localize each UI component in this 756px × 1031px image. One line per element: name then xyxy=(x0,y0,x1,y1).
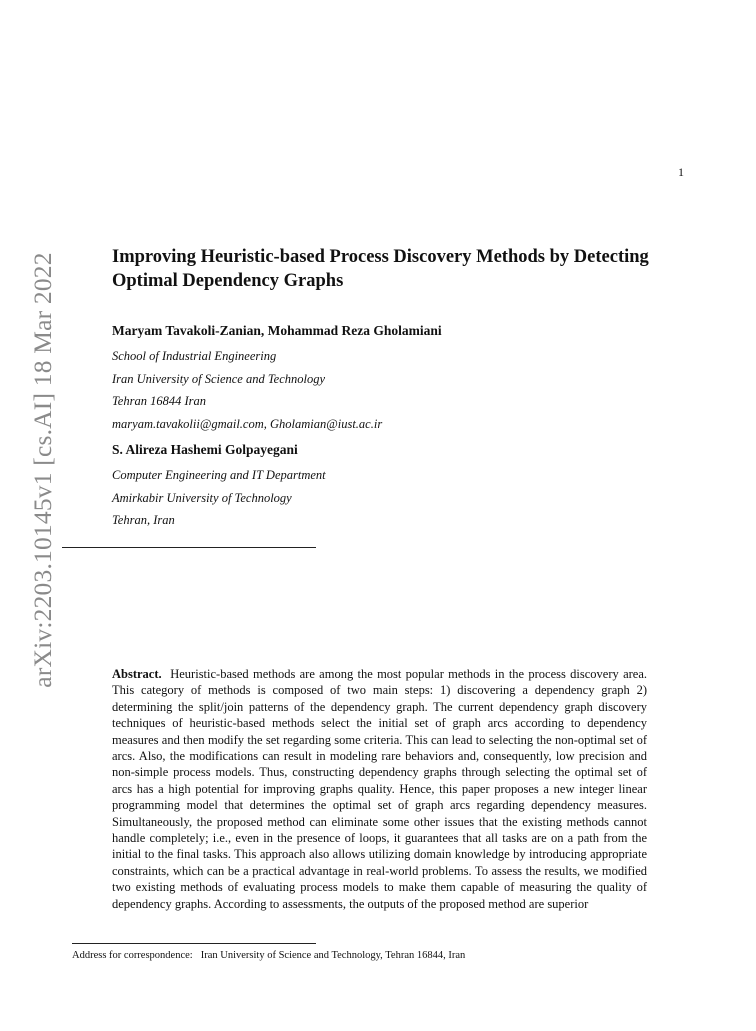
page-number: 1 xyxy=(678,165,684,179)
affiliation-line: Iran University of Science and Technology xyxy=(112,371,326,386)
footnote-separator-rule xyxy=(72,943,316,944)
author-names: Maryam Tavakoli-Zanian, Mohammad Reza Gholamiani xyxy=(112,323,442,338)
author-separator-rule xyxy=(62,547,316,548)
affiliation-line: Computer Engineering and IT Department xyxy=(112,468,326,482)
author-emails: maryam.tavakolii@gmail.com, Gholamian@iust.ac.ir xyxy=(112,416,383,431)
affiliation-line: School of Industrial Engineering xyxy=(112,349,277,363)
affiliation-line: Tehran 16844 Iran xyxy=(112,394,206,408)
author-block-1 xyxy=(112,322,672,435)
abstract-text: Heuristic-based methods are among the most popular methods in the process discovery area. This category of methods is composed of two main steps: 1) discovering a dependency graph 2) determining the split/join patterns of the dependency graph. The current dependency graph discovery techniques of heuristic-based methods select the initial set of graph arcs according to dependency measures and then modify the set regarding some criteria. This can lead to selecting the non-optimal set of arcs. Also, the modifications can result in modeling rare behaviors and, consequently, low precision and non-simple process models. Thus, constructing dependency graphs through selecting the optimal set of arcs has a high potential for improving graphs quality. Hence, this paper proposes a new integer linear programming model that determines the optimal set of graph arcs regarding dependency measures. Simultaneously, the proposed method can eliminate some other issues that the existing methods cannot handle completely; i.e., even in the presence of loops, it guarantees that all tasks are on a path from the initial to the final tasks. This approach also allows utilizing domain knowledge by introducing appropriate constraints, which can be a practical advantage in real-world problems. To assess the results, we modified two existing methods of evaluating process models to make them capable of measuring the quality of dependency graphs. According to assessments, the outputs of the proposed method are superior xyxy=(112,667,647,911)
footnote-label: Address for correspondence: xyxy=(72,950,193,961)
affiliation-line: Tehran, Iran xyxy=(112,513,175,527)
correspondence-footnote xyxy=(72,950,465,961)
abstract xyxy=(112,666,647,912)
author-names: S. Alireza Hashemi Golpayegani xyxy=(112,442,298,457)
abstract-label: Abstract. xyxy=(112,667,162,681)
affiliation-line: Amirkabir University of Technology xyxy=(112,490,292,505)
author-block-2 xyxy=(112,441,672,532)
arxiv-identifier-stamp: arXiv:2203.10145v1 [cs.AI] 18 Mar 2022 xyxy=(28,252,57,688)
footnote-text: Iran University of Science and Technology, Tehran 16844, Iran xyxy=(200,950,466,961)
paper-title: Improving Heuristic-based Process Discovery Methods by Detecting Optimal Dependency Graphs xyxy=(112,247,649,291)
